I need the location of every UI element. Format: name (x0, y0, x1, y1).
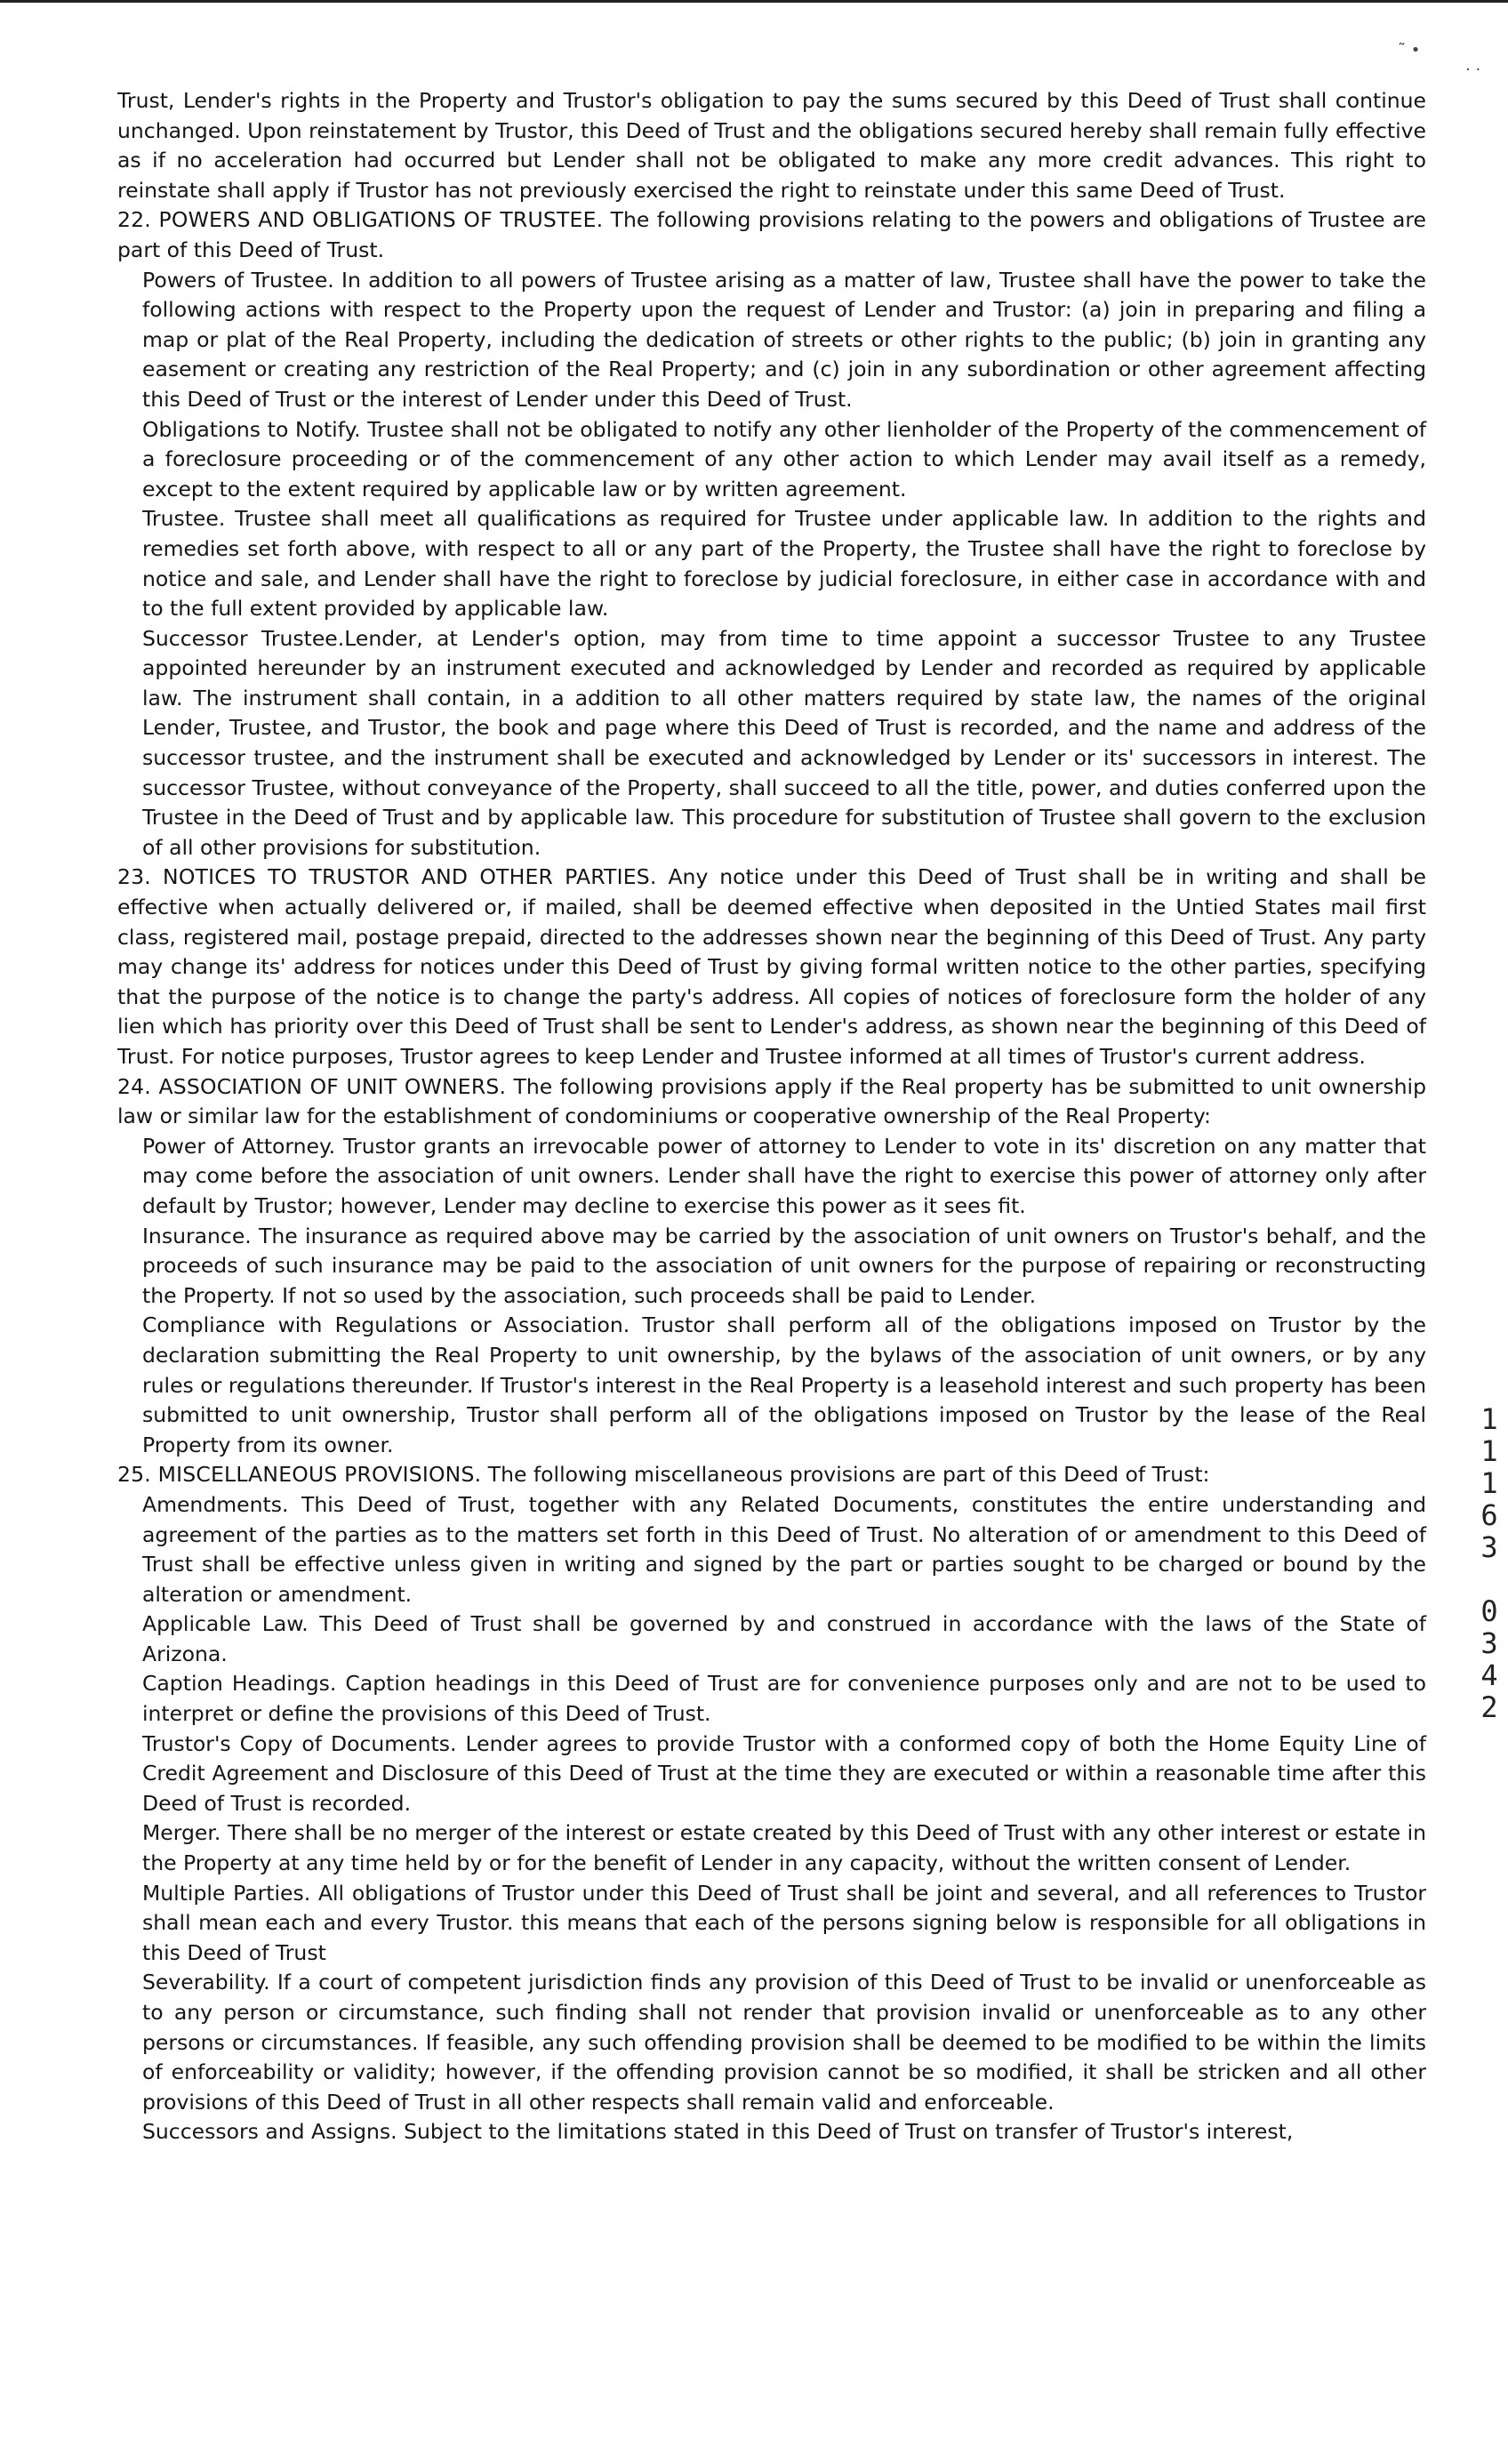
section-22-item: Trustee. Trustee shall meet all qualifications as required for Trustee under applicable law. In addition to the rights and remedies set forth above, with respect to all or any part of the Property, the Trustee shall have the right to foreclose by notice and sale, and Lender shall have the right to foreclose by judicial foreclosure, in either case in accordance with and to the full extent provided by applicable law. (142, 506, 1426, 622)
section-25 (117, 1460, 1426, 1490)
section-25-item: Caption Headings. Caption headings in this Deed of Trust are for convenience purposes only and are not to be used to interpret or define the provisions of this Deed of Trust. (142, 1671, 1426, 1727)
scan-speck: · · (1465, 60, 1481, 79)
section-25-item: Applicable Law. This Deed of Trust shall be governed by and construed in accordance with the laws of the State of Arizona. (142, 1611, 1426, 1666)
section-25-item: Successors and Assigns. Subject to the limitations stated in this Deed of Trust on transfer of Trustor's interest, (142, 2119, 1294, 2145)
recording-digit: 3 (1480, 1530, 1498, 1564)
recording-number-vertical (1476, 1403, 1503, 1723)
section-23-text: Any notice under this Deed of Trust shall be in writing and shall be effective when actually delivered or, if mailed, shall be deemed effective when deposited in the Untied States mail first class, registered mail, postage prepaid, directed to the addresses shown near the beginning of this Deed of Trust. Any party may change its' address for notices under this Deed of Trust by giving formal written notice to the other parties, specifying that the purpose of the notice is to change the party's address. All copies of notices of foreclosure form the holder of any lien which has priority over this Deed of Trust shall be sent to Lender's address, as shown near the beginning of this Deed of Trust. For notice purposes, Trustor agrees to keep Lender and Trustee informed at all times of Trustor's current address. (117, 864, 1426, 1069)
recording-digit: 3 (1480, 1626, 1498, 1660)
section-24-item: Compliance with Regulations or Association. Trustor shall perform all of the obligations imposed on Trustor by the declaration submitting the Real Property to unit ownership, by the bylaws of the association of unit owners, or by any rules or regulations thereunder. If Trustor's interest in the Real Property is a leasehold interest and such property has been submitted to unit ownership, Trustor shall perform all of the obligations imposed on Trustor by the lease of the Real Property from its owner. (142, 1312, 1426, 1457)
section-24 (117, 1072, 1426, 1132)
section-24-text: The following provisions apply if the Real property has be submitted to unit ownership law or similar law for the establishment of condominiums or cooperative ownership of the Real Property: (117, 1073, 1426, 1129)
body-text-column (117, 86, 1426, 2147)
scan-speck: ˜ • (1398, 41, 1421, 60)
intro-paragraph: Trust, Lender's rights in the Property and Trustor's obligation to pay the sums secured by this Deed of Trust shall continue unchanged. Upon reinstatement by Trustor, this Deed of Trust and the obligations secured hereby shall remain fully effective as if no acceleration had occurred but Lender shall not be obligated to make any more credit advances. This right to reinstate shall apply if Trustor has not previously exercised the right to reinstate under this same Deed of Trust. (117, 88, 1426, 203)
recording-digit: 1 (1480, 1402, 1498, 1436)
page-top-border (0, 0, 1508, 3)
section-25-heading: 25. MISCELLANEOUS PROVISIONS. (117, 1462, 482, 1488)
section-25-item: Trustor's Copy of Documents. Lender agrees to provide Trustor with a conformed copy of both the Home Equity Line of Credit Agreement and Disclosure of this Deed of Trust at the time they are executed or within a reasonable time after this Deed of Trust is recorded. (142, 1730, 1426, 1816)
section-23-heading: 23. NOTICES TO TRUSTOR AND OTHER PARTIES. (117, 864, 657, 890)
recording-digit: 0 (1480, 1594, 1498, 1628)
section-22-text: The following provisions relating to the powers and obligations of Trustee are part of this Deed of Trust. (117, 207, 1426, 262)
section-22-heading: 22. POWERS AND OBLIGATIONS OF TRUSTEE. (117, 207, 604, 233)
section-25-text: The following miscellaneous provisions are part of this Deed of Trust: (487, 1462, 1210, 1488)
section-25-item: Amendments. This Deed of Trust, together with any Related Documents, constitutes the entire understanding and agreement of the parties as to the matters set forth in this Deed of Trust. No alteration of or amendment to this Deed of Trust shall be effective unless given in writing and signed by the part or parties sought to be charged or bound by the alteration or amendment. (142, 1491, 1426, 1607)
section-25-item: Severability. If a court of competent jurisdiction finds any provision of this Deed of Trust to be invalid or unenforceable as to any person or circumstance, such finding shall not render that provision invalid or unenforceable as to any other persons or circumstances. If feasible, any such offending provision shall be deemed to be modified to be within the limits of enforceability or validity; however, if the offending provision cannot be so modified, it shall be stricken and all other provisions of this Deed of Trust in all other respects shall remain valid and enforceable. (142, 1970, 1426, 2115)
section-23 (117, 863, 1426, 1071)
recording-digit: 2 (1480, 1690, 1498, 1724)
recording-digit: 6 (1480, 1498, 1498, 1532)
section-24-heading: 24. ASSOCIATION OF UNIT OWNERS. (117, 1073, 507, 1099)
section-22-item: Powers of Trustee. In addition to all powers of Trustee arising as a matter of law, Trustee shall have the power to take the following actions with respect to the Property upon the request of Lender and Trustor: (a) join in preparing and filing a map or plat of the Real Property, including the dedication of streets or other rights to the public; (b) join in granting any easement or creating any restriction of the Real Property; and (c) join in any subordination or other agreement affecting this Deed of Trust or the interest of Lender under this Deed of Trust. (142, 267, 1426, 412)
section-22-item: Obligations to Notify. Trustee shall not be obligated to notify any other lienholder of the Property of the commencement of a foreclosure proceeding or of the commencement of any other action to which Lender may avail itself as a remedy, except to the extent required by applicable law or by written agreement. (142, 416, 1426, 502)
recording-digit: 4 (1480, 1658, 1498, 1692)
section-25-item: Multiple Parties. All obligations of Trustor under this Deed of Trust shall be joint and several, and all references to Trustor shall mean each and every Trustor. this means that each of the persons signing below is responsible for all obligations in this Deed of Trust (142, 1880, 1426, 1965)
section-25-item: Merger. There shall be no merger of the interest or estate created by this Deed of Trust with any other interest or estate in the Property at any time held by or for the benefit of Lender in any capacity, without the written consent of Lender. (142, 1820, 1426, 1876)
section-24-item: Power of Attorney. Trustor grants an irrevocable power of attorney to Lender to vote in its' discretion on any matter that may come before the association of unit owners. Lender shall have the right to exercise this power of attorney only after default by Trustor; however, Lender may decline to exercise this power as it sees fit. (142, 1133, 1426, 1218)
recording-digit: 1 (1480, 1434, 1498, 1468)
recording-digit: 1 (1480, 1466, 1498, 1500)
section-22 (117, 205, 1426, 265)
section-24-item: Insurance. The insurance as required above may be carried by the association of unit owners on Trustor's behalf, and the proceeds of such insurance may be paid to the association of unit owners for the purpose of repairing or reconstructing the Property. If not so used by the association, such proceeds shall be paid to Lender. (142, 1223, 1426, 1308)
recording-digit-gap (1476, 1563, 1503, 1595)
section-22-item: Successor Trustee.Lender, at Lender's option, may from time to time appoint a successor Trustee to any Trustee appointed hereunder by an instrument executed and acknowledged by Lender and recorded as required by applicable law. The instrument shall contain, in a addition to all other matters required by state law, the names of the original Lender, Trustee, and Trustor, the book and page where this Deed of Trust is recorded, and the name and address of the successor trustee, and the instrument shall be executed and acknowledged by Lender or its' successors in interest. The successor Trustee, without conveyance of the Property, shall succeed to all the title, power, and duties conferred upon the Trustee in the Deed of Trust and by applicable law. This procedure for substitution of Trustee shall govern to the exclusion of all other provisions for substitution. (142, 625, 1426, 860)
